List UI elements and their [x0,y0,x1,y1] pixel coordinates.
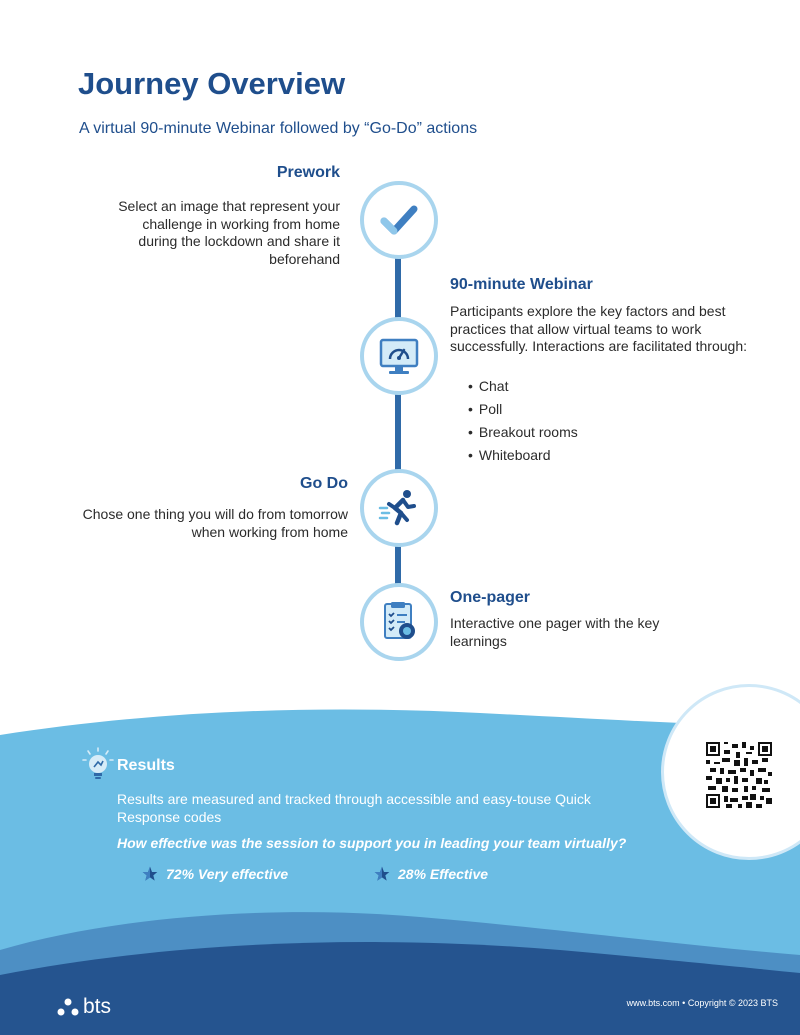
stat-label: 28% Effective [398,866,489,882]
prework-circle [360,181,438,259]
results-description: Results are measured and tracked through accessible and easy-touse Quick Response codes [117,791,591,825]
webinar-description: Participants explore the key factors and best practices that allow virtual teams to work successfully. Interactions are facilitated through: [450,303,748,354]
one-pager-description: Interactive one pager with the key learnings [450,615,660,649]
list-item: • Breakout rooms [468,422,578,445]
stat-effective [374,866,488,882]
monitor-speedometer-icon [377,334,421,378]
interaction-list [468,376,578,468]
list-item: • Chat [468,376,578,399]
document-checklist-icon [377,600,421,644]
star-icon [142,866,158,882]
webinar-title: 90-minute Webinar [450,276,593,293]
copyright-text: www.bts.com • Copyright © 2023 BTS [626,998,778,1008]
running-person-icon [377,486,421,530]
stat-very-effective [142,866,288,882]
page-title: Journey Overview [78,66,346,101]
go-do-circle [360,469,438,547]
go-do-title: Go Do [300,475,348,492]
one-pager-title: One-pager [450,589,531,606]
webinar-circle [360,317,438,395]
qr-code[interactable] [706,742,772,808]
checkmark-icon [379,200,419,240]
page-subtitle: A virtual 90-minute Webinar followed by “Go-Do” actions [79,120,478,137]
go-do-description: Chose one thing you will do from tomorrow when working from home [82,506,348,540]
logo-text: bts [83,995,112,1018]
one-pager-circle [360,583,438,661]
prework-description: Select an image that represent your challenge in working from home during the lockdown and share it beforehand [118,198,340,267]
list-item: • Poll [468,399,578,422]
bts-logo[interactable] [57,995,111,1019]
list-item: • Whiteboard [468,445,578,468]
prework-title: Prework [276,164,340,181]
logo-dots-icon [57,997,79,1017]
stat-label: 72% Very effective [166,866,289,882]
lightbulb-icon [82,747,114,783]
star-icon [374,866,390,882]
results-question: How effective was the session to support you in leading your team virtually? [117,835,627,851]
results-title: Results [117,757,175,774]
